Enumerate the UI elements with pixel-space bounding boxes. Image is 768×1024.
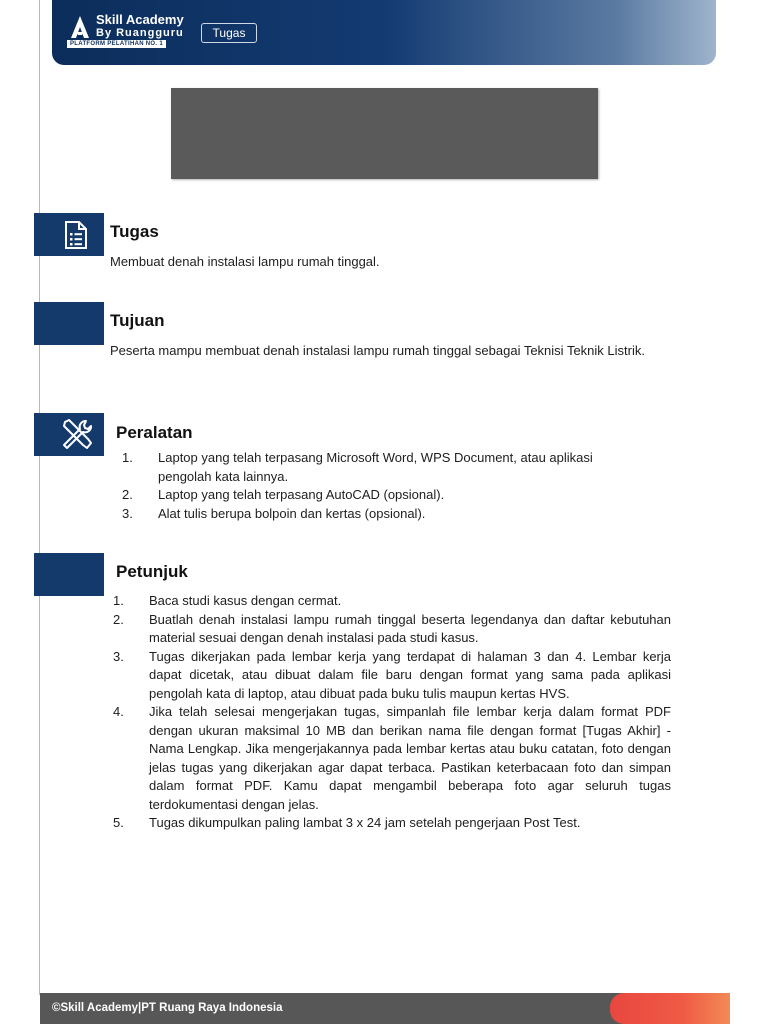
tujuan-section-marker bbox=[34, 302, 104, 345]
list-item bbox=[122, 486, 644, 505]
petunjuk-heading: Petunjuk bbox=[116, 562, 188, 581]
list-number: 3. bbox=[122, 505, 133, 521]
list-item bbox=[122, 449, 644, 486]
list-item bbox=[122, 505, 644, 524]
list-number: 1. bbox=[113, 593, 124, 608]
footer-accent bbox=[610, 993, 730, 1024]
list-number: 2. bbox=[122, 487, 133, 502]
list-text: Buatlah denah instalasi lampu rumah tinggal beserta legendanya dan daftar kebutuhan material sesuai dengan denah instalasi pada studi kasus. bbox=[149, 611, 671, 645]
list-item bbox=[113, 703, 671, 814]
peralatan-heading: Peralatan bbox=[116, 423, 193, 442]
tujuan-text: Peserta mampu membuat denah instalasi lampu rumah tinggal sebagai Teknisi Teknik Listrik. bbox=[110, 343, 645, 358]
tugas-text: Membuat denah instalasi lampu rumah tinggal. bbox=[110, 254, 380, 269]
list-number: 1. bbox=[122, 450, 133, 465]
footer-copyright: ©Skill Academy|PT Ruang Raya Indonesia bbox=[52, 1002, 283, 1014]
petunjuk-list bbox=[113, 592, 671, 833]
list-item bbox=[113, 814, 671, 833]
tujuan-heading: Tujuan bbox=[110, 311, 165, 330]
list-number: 2. bbox=[113, 611, 124, 627]
list-item bbox=[113, 592, 671, 611]
list-text: Laptop yang telah terpasang Microsoft Word, WPS Document, atau aplikasi pengolah kata lainnya. bbox=[158, 450, 593, 484]
list-text: Laptop yang telah terpasang AutoCAD (opsional). bbox=[158, 487, 445, 502]
brand-subtitle: By Ruangguru bbox=[96, 27, 184, 39]
list-text: Tugas dikerjakan pada lembar kerja yang terdapat di halaman 3 dan 4. Lembar kerja dapat dicetak, atau dibuat dalam file baru dengan format yang sama pada aplikasi pengolah kata di laptop, atau dibuat pada buku tulis maupun kertas HVS. bbox=[149, 648, 671, 701]
tugas-heading: Tugas bbox=[110, 222, 159, 241]
list-text: Baca studi kasus dengan cermat. bbox=[149, 593, 342, 608]
list-item bbox=[113, 648, 671, 704]
list-item bbox=[113, 611, 671, 648]
tools-icon bbox=[60, 418, 94, 452]
peralatan-list bbox=[122, 449, 644, 523]
list-number: 4. bbox=[113, 704, 124, 719]
brand-tagline: PLATFORM PELATIHAN NO. 1 bbox=[67, 40, 166, 48]
petunjuk-section-marker bbox=[34, 553, 104, 596]
tugas-chip: Tugas bbox=[201, 23, 257, 43]
list-text: Tugas dikumpulkan paling lambat 3 x 24 jam setelah pengerjaan Post Test. bbox=[149, 815, 581, 830]
list-text: Jika telah selesai mengerjakan tugas, simpanlah file lembar kerja dalam format PDF dengan ukuran maksimal 10 MB dan berikan nama file dengan format [Tugas Akhir] - Nama Lengkap. Jika mengerjakannya pada lembar kertas atau buku catatan, foto dengan jelas tugas yang dikerjakan agar dapat terbaca. Pastikan keterbacaan foto dan simpan dalam format PDF. Kamu dapat mengambil beberapa foto agar seluruh tugas terdokumentasi dengan jelas. bbox=[149, 704, 671, 812]
skill-academy-logo-icon bbox=[67, 14, 93, 40]
list-number: 3. bbox=[113, 648, 124, 664]
brand-name: Skill Academy bbox=[96, 12, 184, 27]
list-number: 5. bbox=[113, 815, 124, 830]
list-text: Alat tulis berupa bolpoin dan kertas (opsional). bbox=[158, 505, 426, 521]
document-list-icon bbox=[64, 220, 88, 250]
media-placeholder bbox=[171, 88, 598, 179]
page-left-rule bbox=[39, 0, 40, 995]
